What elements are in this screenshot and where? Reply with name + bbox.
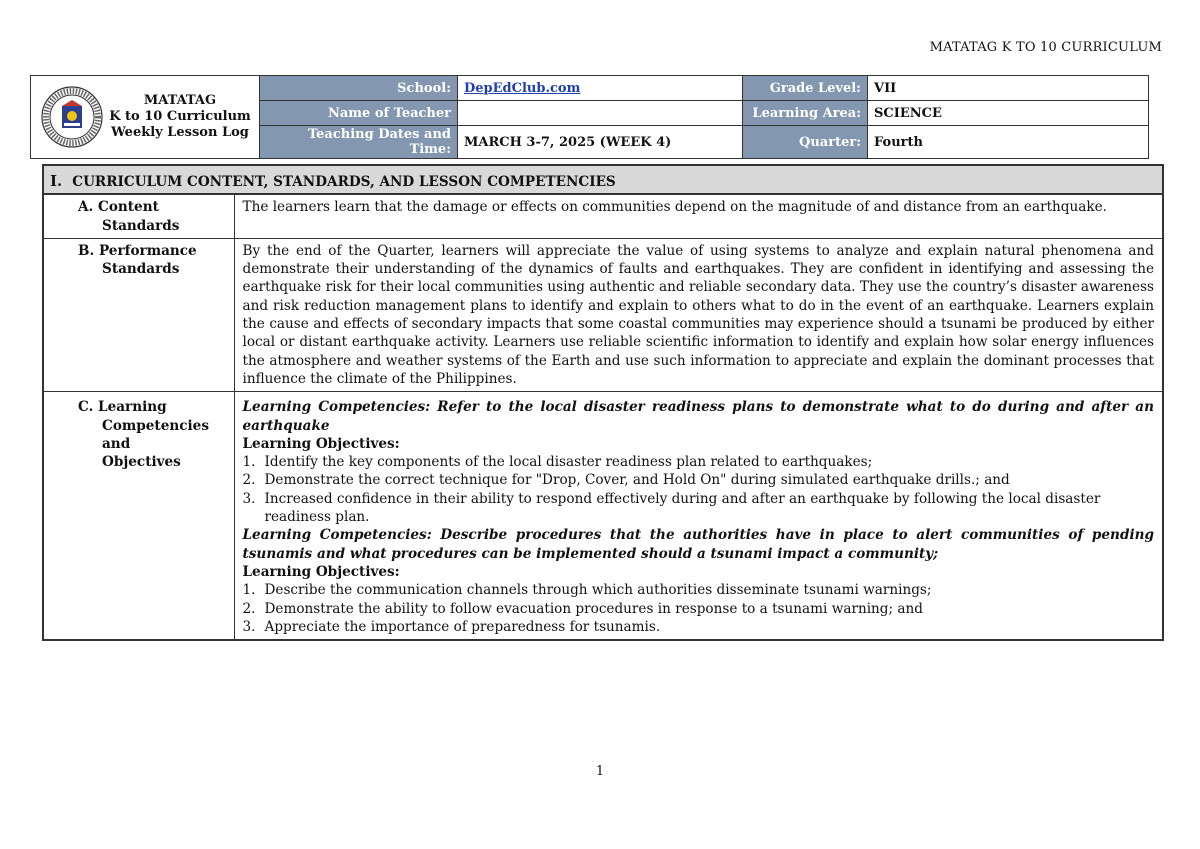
teaching-dates-value: MARCH 3-7, 2025 (WEEK 4) xyxy=(458,126,743,159)
school-label: School: xyxy=(260,76,458,101)
page-header: MATATAG K TO 10 CURRICULUM xyxy=(929,40,1162,55)
logo-cell xyxy=(31,76,260,159)
deped-seal-icon xyxy=(41,86,103,148)
list-item: 2. Demonstrate the ability to follow evacuation procedures in response to a tsunami warning; and xyxy=(242,600,923,617)
list-item: 2. Demonstrate the correct technique for "Drop, Cover, and Hold On" during simulated earthquake drills.; and xyxy=(242,472,1010,489)
content-standards-label: A. Content Standards xyxy=(43,194,234,238)
content-standards-text: The learners learn that the damage or effects on communities depend on the magnitude of and distance from an earthquake. xyxy=(234,194,1163,238)
grade-level-value: VII xyxy=(868,76,1149,101)
logo-caption: Weekly Lesson Log xyxy=(111,125,249,140)
school-link[interactable]: DepEdClub.com xyxy=(464,80,581,96)
objectives-heading-1: Learning Objectives: xyxy=(242,435,400,452)
curriculum-table xyxy=(42,164,1164,641)
school-value xyxy=(458,76,743,101)
teacher-label: Name of Teacher xyxy=(260,101,458,126)
learning-area-value: SCIENCE xyxy=(868,101,1149,126)
list-item: 1. Identify the key components of the local disaster readiness plan related to earthquakes; xyxy=(242,454,873,471)
learning-competency-2: Learning Competencies: Describe procedures that the authorities have in place to alert communities of pending tsunamis and what procedures can be implemented should a tsunami impact a community; xyxy=(242,527,1154,562)
objectives-heading-2: Learning Objectives: xyxy=(242,563,400,580)
quarter-label: Quarter: xyxy=(743,126,868,159)
list-item: 3. Appreciate the importance of preparedness for tsunamis. xyxy=(242,618,661,635)
objectives-list-1 xyxy=(243,453,1155,526)
grade-level-label: Grade Level: xyxy=(743,76,868,101)
learning-area-label: Learning Area: xyxy=(743,101,868,126)
teacher-value xyxy=(458,101,743,126)
competencies-row xyxy=(43,392,1163,640)
page-number: 1 xyxy=(595,764,605,779)
logo-subtitle: K to 10 Curriculum xyxy=(109,109,251,124)
teaching-dates-label: Teaching Dates and Time: xyxy=(260,126,458,159)
performance-standards-row xyxy=(43,238,1163,391)
logo-title: MATATAG xyxy=(143,93,217,108)
objectives-list-2 xyxy=(243,581,1155,636)
section-number: I. xyxy=(50,172,63,190)
list-item: 3. Increased confidence in their ability to respond effectively during and after an earthquake by following the local disaster readiness plan. xyxy=(242,490,1101,526)
competencies-content xyxy=(234,392,1163,640)
quarter-value: Fourth xyxy=(868,126,1149,159)
performance-standards-label: B. Performance Standards xyxy=(43,238,234,391)
section-heading xyxy=(43,165,1163,194)
lesson-info-table xyxy=(30,75,1149,159)
list-item: 1. Describe the communication channels through which authorities disseminate tsunami warnings; xyxy=(242,582,932,599)
performance-standards-text: By the end of the Quarter, learners will appreciate the value of using systems to analyze and explain natural phenomena and demonstrate their understanding of the dynamics of faults and earthquakes. They are confident in identifying and assessing the earthquake risk for their local communities using authentic and reliable secondary data. They use the country’s disaster awareness and risk reduction management plans to identify and explain to others what to do in the event of an earthquake. Learners explain the cause and effects of secondary impacts that some coastal communities may experience should a tsunami be produced by either local or distant earthquake activity. Learners use reliable scientific information to identify and explain how solar energy influences the atmosphere and weather systems of the Earth and use such information to appreciate and explain the dominant processes that influence the climate of the Philippines. xyxy=(234,238,1163,391)
learning-competency-1: Learning Competencies: Refer to the local disaster readiness plans to demonstrate what to do during and after an earthquake xyxy=(242,399,1154,434)
competencies-label: C. Learning Competencies and Objectives xyxy=(43,392,234,640)
content-standards-row xyxy=(43,194,1163,238)
section-title: CURRICULUM CONTENT, STANDARDS, AND LESSON COMPETENCIES xyxy=(72,174,616,190)
